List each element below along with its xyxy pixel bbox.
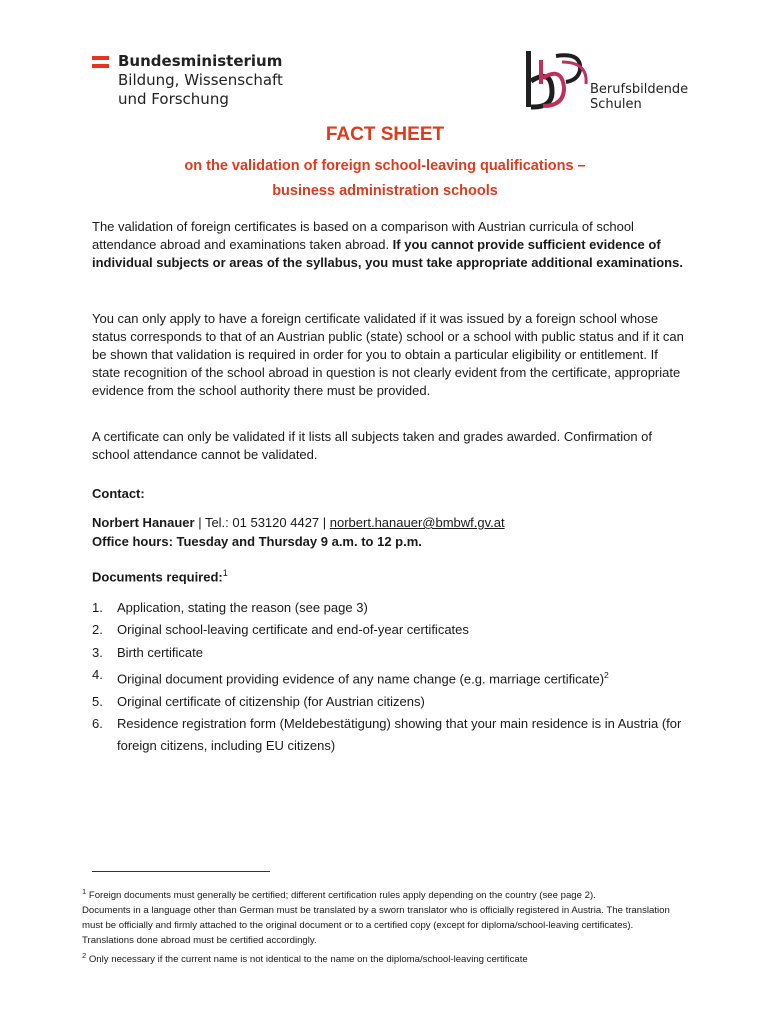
bbs-line-2: Schulen [590, 97, 642, 112]
footnote-ref-1: 1 [222, 568, 228, 578]
footnote-ref-2: 2 [604, 669, 609, 680]
ministry-line-1: Bundesministerium [118, 52, 283, 70]
contact-tel: | Tel.: 01 53120 4427 | [194, 515, 330, 530]
footnotes [82, 884, 687, 967]
list-item-number: 1. [92, 600, 103, 615]
bbs-line-1: Berufsbildende [590, 82, 689, 97]
list-item-number: 4. [92, 666, 103, 682]
intro-paragraph [92, 218, 686, 272]
contact-email-link[interactable]: norbert.hanauer@bmbwf.gv.at [329, 515, 505, 530]
ministry-line-2: Bildung, Wissenschaft [118, 71, 283, 89]
page-title: FACT SHEET [325, 124, 445, 145]
certificate-paragraph: A certificate can only be validated if it lists all subjects taken and grades awarded. Confirmation of school attendance cannot be validated. [92, 429, 653, 462]
footnote-2 [82, 948, 687, 967]
list-item-text: Original certificate of citizenship (for Austrian citizens) [117, 693, 425, 709]
bbs-name [590, 82, 688, 112]
list-item-text: Original school-leaving certificate and end-of-year certificates [117, 622, 469, 638]
footnote-1-continued: Documents in a language other than German must be translated by a sworn translator who is officially registered in Austria. The translation must be officially and firmly attached to the original document or to a certified copy (except for diploma/school-leaving certificates). Translations done abroad must be certified accordingly. [82, 905, 670, 947]
contact-heading: Contact: [92, 486, 145, 501]
list-item-number: 2. [92, 622, 103, 638]
footnote-divider [92, 871, 270, 872]
contact-name: Norbert Hanauer [92, 515, 195, 530]
footnote-1 [82, 884, 687, 903]
list-item-text: Application, stating the reason (see page 3) [117, 600, 368, 615]
ministry-line-3: und Forschung [118, 90, 229, 108]
documents-heading-text: Documents required: [92, 569, 223, 585]
list-item-number: 5. [92, 693, 103, 709]
intro-text: The validation of foreign certificates is based on a comparison with Austrian curricula of school attendance abroad and examinations taken abroad. [92, 219, 634, 252]
list-item-text: Original document providing evidence of any name change (e.g. marriage certificate) [117, 671, 605, 687]
footnote-2-mark: 2 [82, 951, 87, 961]
list-item-text: Birth certificate [117, 644, 203, 660]
footnote-1-mark: 1 [82, 887, 87, 896]
list-item-text: Residence registration form (Meldebestätigung) showing that your main residence is in Austria (for foreign citizens, including EU citizens) [117, 715, 682, 754]
subtitle-line-2: business administration schools [272, 183, 498, 199]
bbs-logo-icon [522, 48, 592, 110]
ministry-name [118, 52, 283, 109]
list-item-number: 6. [92, 715, 103, 731]
eligibility-paragraph: You can only apply to have a foreign certificate validated if it was issued by a foreign school whose status corresponds to that of an Austrian public (state) school or a school with public status and if it can be shown that validation is required in order for you to obtain a particular eligibility or entitlement. If state recognition of the school abroad in question is not clearly evident from the certificate, appropriate evidence from the school authority there must be provided. [92, 311, 684, 398]
list-item [92, 597, 692, 619]
list-item [92, 619, 692, 641]
office-hours: Office hours: Tuesday and Thursday 9 a.m. to 12 p.m. [92, 534, 422, 549]
footnote-2-text: Only necessary if the current name is not identical to the name on the diploma/school-leaving certificate [86, 954, 528, 966]
list-item [92, 691, 692, 713]
list-item-number: 3. [92, 644, 103, 660]
austrian-flag-icon [92, 56, 109, 72]
footnote-1-text: Foreign documents must generally be certified; different certification rules apply depending on the country (see page 2). [86, 890, 596, 902]
intro-bold-text: If you cannot provide sufficient evidence of individual subjects or areas of the syllabus, you must take appropriate additional examinations. [92, 237, 683, 270]
list-item [92, 642, 692, 664]
documents-list [92, 597, 692, 757]
list-item [92, 713, 692, 758]
subtitle-line-1: on the validation of foreign school-leaving qualifications – [184, 158, 586, 174]
list-item [92, 664, 692, 691]
contact-block [92, 513, 505, 551]
documents-heading [92, 568, 228, 584]
